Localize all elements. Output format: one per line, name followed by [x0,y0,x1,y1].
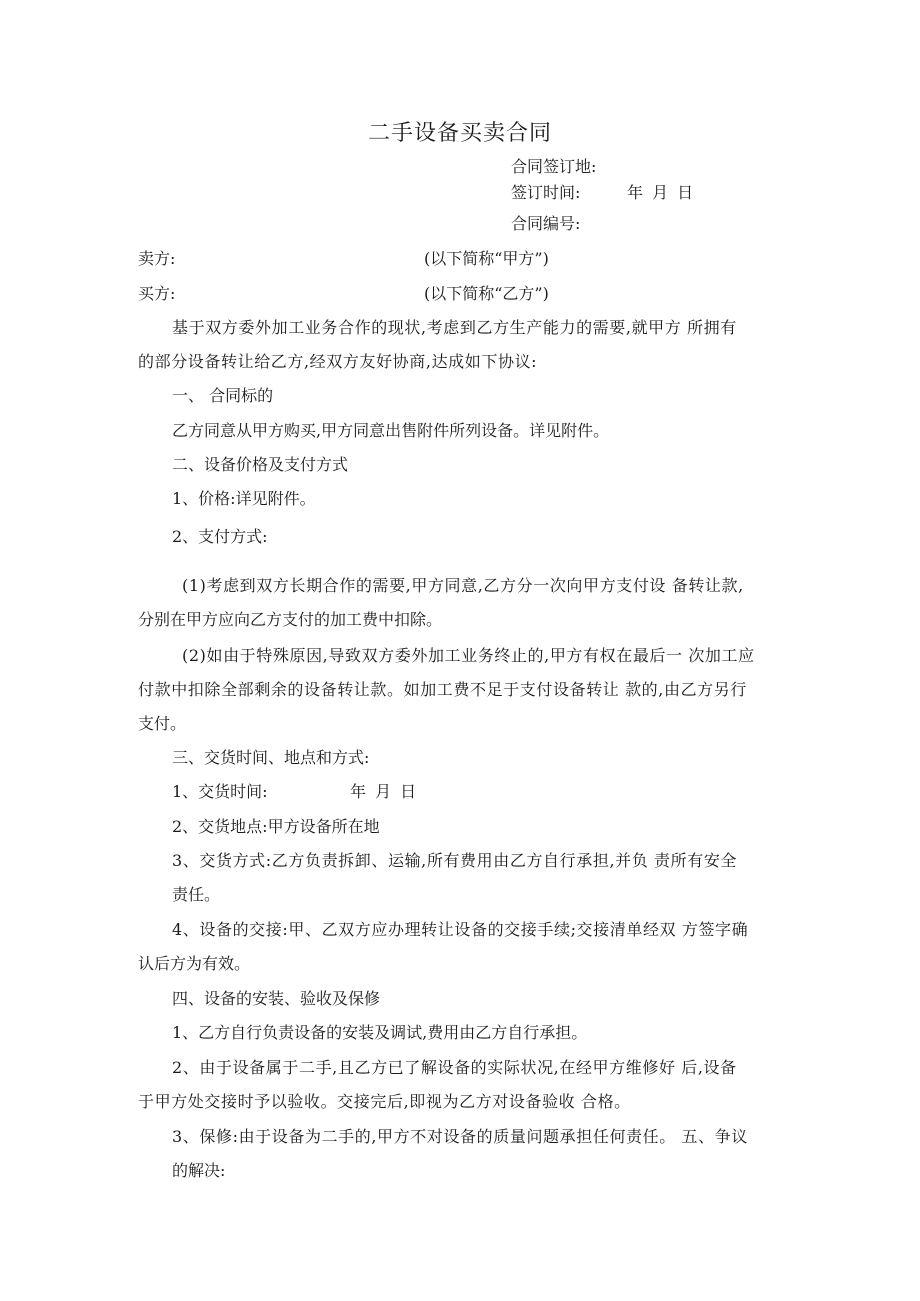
paragraph-line: 乙方同意从甲方购买,甲方同意出售附件所列设备。详见附件。 [172,421,610,440]
signing-time-label: 签订时间: [511,183,581,202]
buyer-label: 买方: [138,284,176,303]
paragraph-line: 认后方为有效。 [138,954,251,973]
list-item: 4、设备的交接:甲、乙双方应办理转让设备的交接手续;交接清单经双 方签字确 [172,920,749,939]
paragraph-line: (2)如由于特殊原因,导致双方委外加工业务终止的,甲方有权在最后一 次加工应 [182,646,755,665]
document-title: 二手设备买卖合同 [367,121,552,146]
list-item: 1、乙方自行负责设备的安装及调试,费用由乙方自行承担。 [172,1023,588,1042]
list-item: 2、支付方式: [172,527,268,546]
signing-place-label: 合同签订地: [511,157,597,176]
paragraph-line: 分别在甲方应向乙方支付的加工费中扣除。 [138,610,443,629]
list-item: 1、价格:详见附件。 [172,489,316,508]
seller-alias: (以下简称“甲方”) [424,249,549,268]
section-heading: 三、交货时间、地点和方式: [172,748,370,767]
list-item: 2、由于设备属于二手,且乙方已了解设备的实际状况,在经甲方维修好 后,设备 [172,1058,737,1077]
list-item: 3、交货方式:乙方负责拆卸、运输,所有费用由乙方自行承担,并负 责所有安全 [172,851,738,870]
preamble-line: 基于双方委外加工业务合作的现状,考虑到乙方生产能力的需要,就甲方 所拥有 [172,318,737,337]
paragraph-line: (1)考虑到双方长期合作的需要,甲方同意,乙方分一次向甲方支付设 备转让款, [182,576,744,595]
list-item: 2、交货地点:甲方设备所在地 [172,817,380,836]
preamble-line: 的部分设备转让给乙方,经双方友好协商,达成如下协议: [138,352,538,371]
paragraph-line: 支付。 [138,714,187,733]
buyer-alias: (以下简称“乙方”) [424,284,549,303]
contract-number-label: 合同编号: [511,214,581,233]
list-item: 3、保修:由于设备为二手的,甲方不对设备的质量问题承担任何责任。 五、争议 [172,1127,748,1146]
seller-label: 卖方: [138,249,176,268]
paragraph-line: 的解决: [172,1161,226,1180]
section-heading: 二、设备价格及支付方式 [172,455,349,474]
signing-time-value: 年 月 日 [627,183,694,202]
section-heading: 一、 合同标的 [172,386,274,405]
delivery-date-value: 年 月 日 [350,782,417,801]
list-item: 1、交货时间: [172,782,268,801]
paragraph-line: 责任。 [172,885,221,904]
paragraph-line: 于甲方处交接时予以验收。交接完后,即视为乙方对设备验收 合格。 [138,1092,631,1111]
section-heading: 四、设备的安装、验收及保修 [172,989,381,1008]
paragraph-line: 付款中扣除全部剩余的设备转让款。如加工费不足于支付设备转让 款的,由乙方另行 [138,680,747,699]
